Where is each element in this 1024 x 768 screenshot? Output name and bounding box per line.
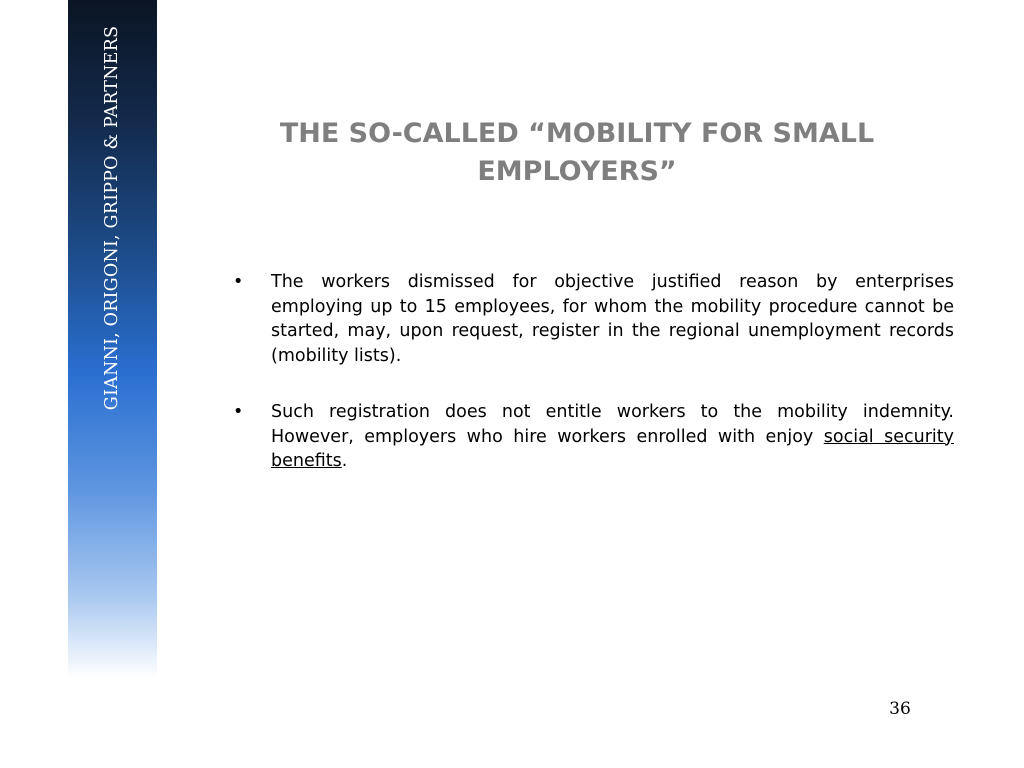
- firm-name-logo: GIANNI, ORIGONI, GRIPPO & PARTNERS: [102, 25, 122, 411]
- bullet-symbol: •: [233, 272, 244, 292]
- bullet-text-2: Such registration does not entitle workers to the mobility indemnity. However, employers who hire workers enrolled with enjoy: [271, 402, 954, 447]
- bullet-list: [230, 270, 954, 506]
- bullet-text-1: The workers dismissed for objective justified reason by enterprises employing up to 15 employees, for whom the mobility procedure cannot be started, may, upon request, register in the regional unemployment records (mobility lists).: [271, 272, 954, 366]
- page-number: 36: [889, 699, 911, 719]
- bullet-item-1: [230, 270, 954, 368]
- bullet-item-2: [230, 400, 954, 474]
- social-security-benefits-link[interactable]: social security benefits: [271, 426, 954, 471]
- slide-title: [200, 115, 954, 191]
- slide-title-line-2: EMPLOYERS”: [477, 156, 677, 187]
- slide-title-line-1: THE SO-CALLED “MOBILITY FOR SMALL: [279, 118, 875, 149]
- bullet-symbol: •: [233, 402, 244, 422]
- bullet-text-2-end: .: [341, 451, 348, 471]
